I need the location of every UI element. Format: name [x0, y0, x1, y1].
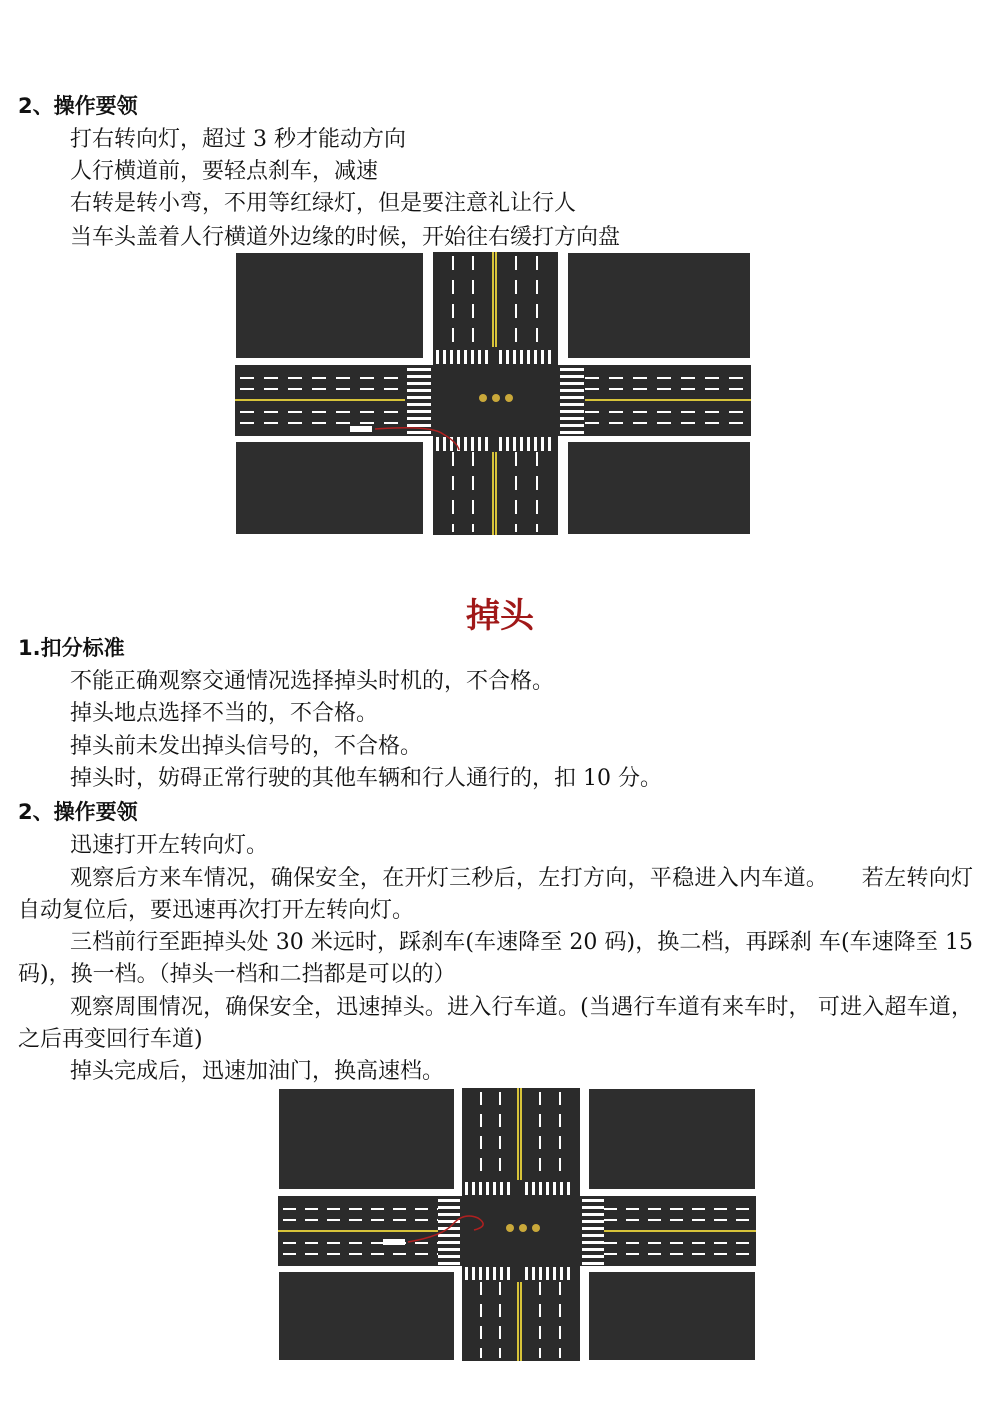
uturn-intersection-diagram: [278, 1088, 756, 1361]
uturn-ops-para-4: 观察周围情况，确保安全，迅速掉头。进入行车道。(当遇行车道有来车时， 可进入超车道，之后再变回行车道): [18, 995, 973, 1052]
ops-line-4: 当车头盖着人行横道外边缘的时候，开始往右缓打方向盘: [70, 225, 621, 250]
uturn-title: 掉头: [466, 596, 534, 636]
uturn-ops-para-3: 三档前行至距掉头处 30 米远时，踩刹车(车速降至 20 码)，换二档，再踩刹 车(车速降至 15 码)，换一档。（掉头一档和二挡都是可以的）: [18, 930, 973, 987]
right-turn-intersection-diagram: [235, 252, 751, 535]
ops-line-3: 右转是转小弯，不用等红绿灯，但是要注意礼让行人: [70, 191, 577, 216]
corner-block-se: [568, 442, 750, 534]
section-heading-ops-right-turn: 2、操作要领: [18, 94, 138, 118]
traffic-light-icon: [479, 394, 513, 402]
corner-block-ne: [589, 1089, 755, 1189]
uturn-ops-para-2: 观察后方来车情况，确保安全，在开灯三秒后，左打方向，平稳进入内车道。 若左转向灯自动复位后，要迅速再次打开左转向灯。: [18, 866, 973, 923]
corner-block-nw: [236, 253, 423, 358]
deduct-line-2: 掉头地点选择不当的，不合格。: [70, 701, 379, 726]
corner-block-nw: [279, 1089, 454, 1189]
uturn-ops-para-1: 迅速打开左转向灯。: [70, 833, 269, 858]
car-icon: [350, 426, 372, 432]
uturn-ops-heading: 2、操作要领: [18, 800, 138, 824]
ops-line-2: 人行横道前，要轻点刹车，减速: [70, 159, 379, 184]
ops-line-1: 打右转向灯，超过 3 秒才能动方向: [70, 127, 406, 152]
deduct-line-3: 掉头前未发出掉头信号的，不合格。: [70, 734, 423, 759]
deduct-heading: 1.扣分标准: [18, 636, 125, 660]
deduct-line-1: 不能正确观察交通情况选择掉头时机的，不合格。: [70, 669, 555, 694]
corner-block-ne: [568, 253, 750, 358]
corner-block-se: [589, 1272, 755, 1360]
deduct-line-4: 掉头时，妨碍正常行驶的其他车辆和行人通行的，扣 10 分。: [70, 766, 662, 791]
traffic-light-icon: [506, 1224, 540, 1232]
corner-block-sw: [279, 1272, 454, 1360]
uturn-ops-para-5: 掉头完成后，迅速加油门，换高速档。: [70, 1059, 445, 1084]
corner-block-sw: [236, 442, 423, 534]
car-icon: [383, 1239, 405, 1245]
